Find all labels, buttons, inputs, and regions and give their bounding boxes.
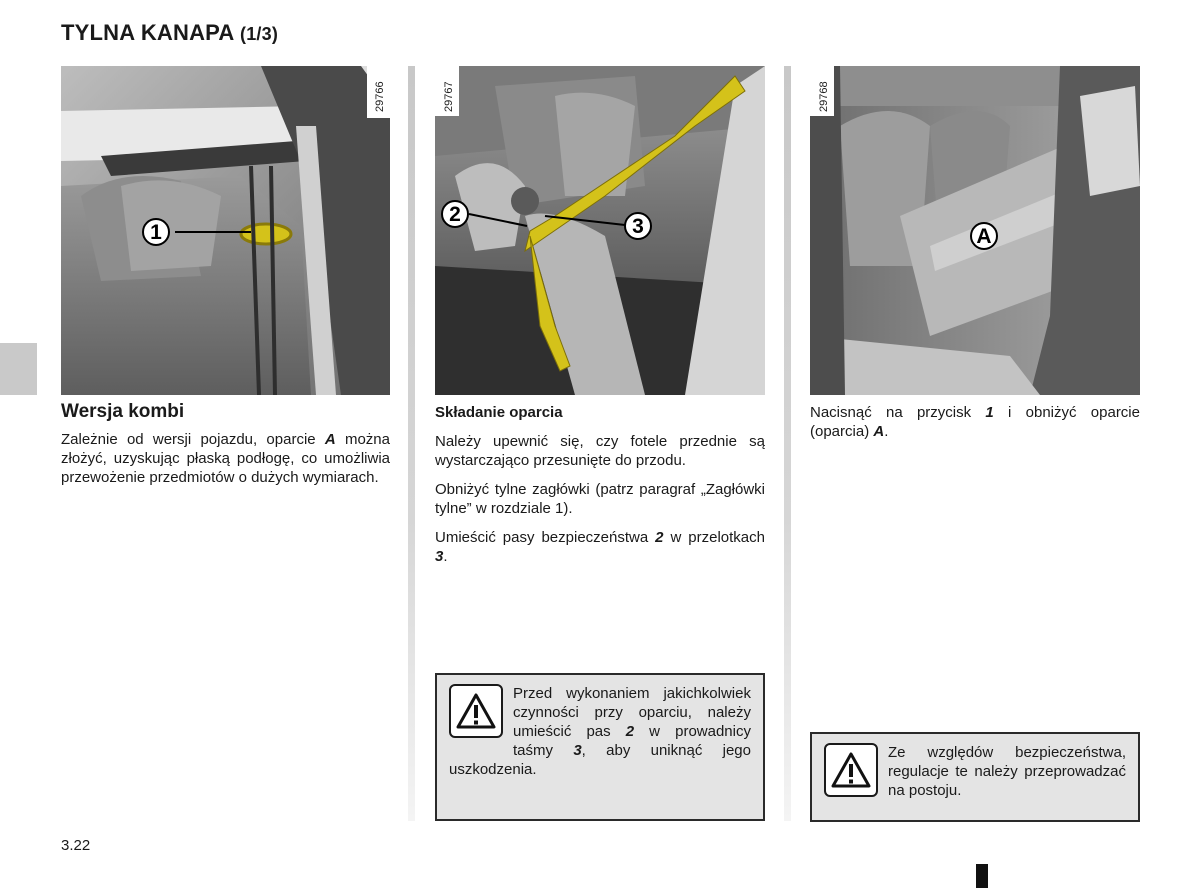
col3-paragraph xyxy=(810,403,1140,441)
col1-p1-text-a: Zależnie od wersji pojazdu, oparcie xyxy=(61,431,325,448)
ref-1: 1 xyxy=(985,404,994,421)
warning-text-safety: Ze względów bezpieczeństwa, regulacje te należy przeprowadzać na postoju. xyxy=(888,744,1126,799)
column-3-text xyxy=(810,403,1140,451)
photo-1-code: 29766 xyxy=(374,81,386,112)
photo-1-illustration xyxy=(61,66,390,395)
col1-p1-text-b: można złożyć, uzyskując płaską podłogę, co umożliwia przewożenie przedmiotów o dużych wymiarach. xyxy=(61,431,390,486)
col3-p1-text-c: . xyxy=(884,423,889,440)
col2-paragraph-1: Należy upewnić się, czy fotele przednie są wystarczająco przesunięte do przodu. xyxy=(435,433,765,469)
col3-p1-text-b: i obniżyć oparcie (oparcia) xyxy=(810,404,1140,440)
callout-1: 1 xyxy=(150,221,162,244)
column-1-text xyxy=(61,402,390,497)
photo-3-illustration xyxy=(810,66,1140,395)
photo-seatbelt-guide xyxy=(435,66,765,395)
photo-rear-seat-headrest xyxy=(61,66,390,395)
ref-2: 2 xyxy=(655,529,664,546)
warn1-text-a: Przed wykonaniem jakichkolwiek czynności przy oparciu, należy umieścić pas xyxy=(513,685,751,740)
callout-2: 2 xyxy=(449,203,461,226)
warning-triangle-icon xyxy=(449,684,503,738)
column-divider-2 xyxy=(784,66,791,821)
photo-folded-backrest xyxy=(810,66,1140,395)
subsection-heading: Składanie oparcia xyxy=(435,404,563,421)
photo-3-code: 29768 xyxy=(818,81,830,112)
col2-p3-text-c: . xyxy=(443,548,448,565)
warn1-text-b: w prowadnicy taśmy xyxy=(513,723,751,759)
col3-p1-text-a: Nacisnąć na przycisk xyxy=(810,404,986,421)
ref-A: A xyxy=(324,431,336,448)
col1-paragraph xyxy=(61,430,390,487)
col2-paragraph-3 xyxy=(435,528,765,566)
page-title-text: TYLNA KANAPA xyxy=(61,20,234,45)
warning-triangle-icon xyxy=(824,743,878,797)
ref-3: 3 xyxy=(435,548,444,565)
col2-p3-text-b: w przelotkach xyxy=(663,529,765,546)
column-2-text xyxy=(435,403,765,576)
warn1-text-c: , aby uniknąć jego uszkodzenia. xyxy=(449,742,751,778)
warning-box-safety xyxy=(810,732,1140,822)
page-title-part: (1/3) xyxy=(240,24,279,44)
page-corner-marker xyxy=(976,864,988,888)
page-number: 3.22 xyxy=(61,837,91,854)
ref-A-2: A xyxy=(873,423,885,440)
section-heading: Wersja kombi xyxy=(61,401,185,422)
column-divider-1 xyxy=(408,66,415,821)
callout-3: 3 xyxy=(632,215,644,238)
photo-2-illustration xyxy=(435,66,765,395)
chapter-side-tab xyxy=(0,343,37,395)
warning-box-belt xyxy=(435,673,765,821)
page-title xyxy=(61,20,278,46)
photo-2-code: 29767 xyxy=(443,81,455,112)
col2-p3-text-a: Umieścić pasy bezpieczeństwa xyxy=(435,529,656,546)
col2-paragraph-2: Obniżyć tylne zagłówki (patrz paragraf „Zagłówki tylne” w rozdziale 1). xyxy=(435,481,765,517)
callout-A: A xyxy=(976,225,992,248)
warn-ref-3: 3 xyxy=(573,742,582,759)
warn-ref-2: 2 xyxy=(625,723,635,740)
